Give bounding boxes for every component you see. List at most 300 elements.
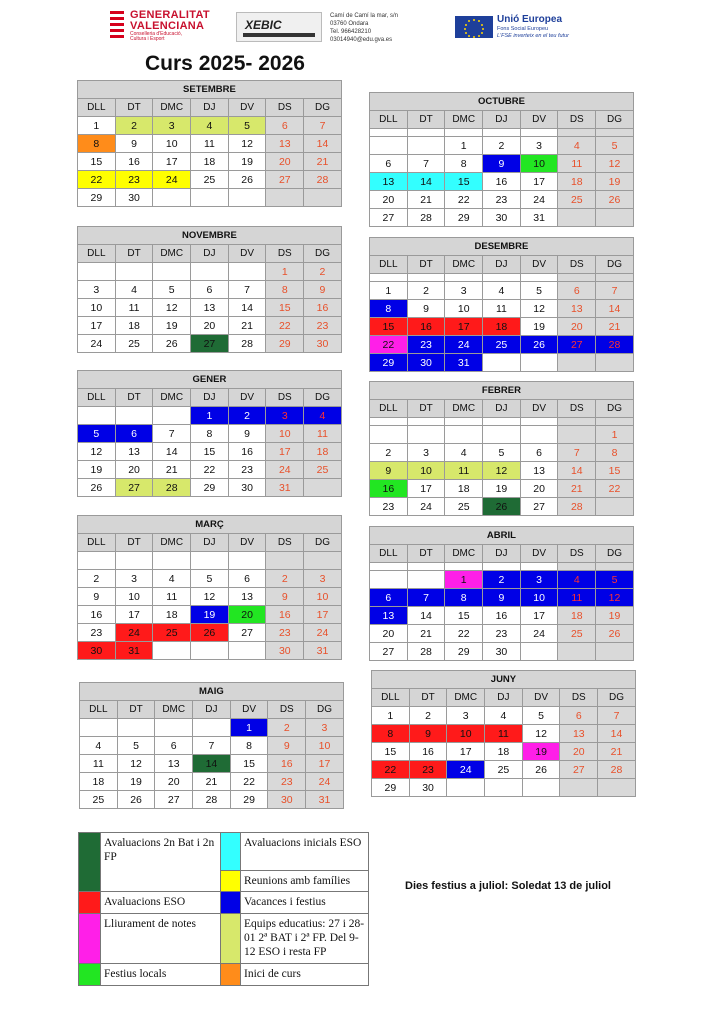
day-cell: 30 <box>409 779 447 797</box>
school-email: 03014940@edu.gva.es <box>330 37 393 43</box>
month-calendar <box>369 237 634 372</box>
day-cell: 9 <box>483 155 521 173</box>
month-calendar <box>369 526 634 661</box>
school-contact-info <box>330 12 450 44</box>
legend-swatch-o <box>221 964 241 986</box>
eu-subtitle <box>497 26 569 39</box>
day-cell: 12 <box>520 300 558 318</box>
day-cell: 30 <box>483 209 521 227</box>
day-cell: 14 <box>407 173 445 191</box>
day-header: DV <box>230 701 268 719</box>
day-cell: 22 <box>266 317 304 335</box>
day-cell: 24 <box>266 461 304 479</box>
day-cell: 14 <box>228 299 266 317</box>
day-cell: 17 <box>115 606 153 624</box>
eu-slogan: L'FSE inverteix en el teu futur <box>497 32 569 39</box>
day-cell: 29 <box>266 335 304 353</box>
day-cell: 3 <box>306 719 344 737</box>
spacer-cell <box>407 274 445 282</box>
day-cell: 26 <box>191 624 229 642</box>
day-cell: 28 <box>598 761 636 779</box>
day-cell: 11 <box>115 299 153 317</box>
day-header: DV <box>520 256 558 274</box>
day-cell: 10 <box>520 589 558 607</box>
day-cell: 9 <box>268 737 306 755</box>
day-cell: 10 <box>78 299 116 317</box>
month-calendar <box>77 370 342 497</box>
day-cell: 28 <box>193 791 231 809</box>
empty-day-cell <box>407 426 445 444</box>
empty-day-cell <box>407 571 445 589</box>
spacer-cell <box>596 563 634 571</box>
day-header: DG <box>598 689 636 707</box>
day-cell: 2 <box>407 282 445 300</box>
day-cell: 17 <box>445 318 483 336</box>
day-header: DMC <box>153 534 191 552</box>
day-cell: 13 <box>558 300 596 318</box>
empty-day-cell <box>78 407 116 425</box>
day-cell: 29 <box>191 479 229 497</box>
day-header: DLL <box>80 701 118 719</box>
day-cell: 23 <box>78 624 116 642</box>
day-cell: 26 <box>228 171 266 189</box>
day-header: DV <box>520 111 558 129</box>
day-cell: 30 <box>78 642 116 660</box>
generalitat-name <box>130 10 210 32</box>
day-cell: 21 <box>153 461 191 479</box>
day-cell: 1 <box>230 719 268 737</box>
day-cell: 5 <box>153 281 191 299</box>
day-header: DS <box>558 400 596 418</box>
day-cell: 24 <box>445 336 483 354</box>
day-cell: 11 <box>558 589 596 607</box>
month-calendar <box>79 682 344 809</box>
empty-day-cell <box>153 263 191 281</box>
empty-day-cell <box>117 719 155 737</box>
empty-day-cell <box>153 189 191 207</box>
day-cell: 16 <box>268 755 306 773</box>
day-header: DJ <box>483 111 521 129</box>
day-header: DLL <box>370 545 408 563</box>
empty-day-cell <box>80 719 118 737</box>
legend-label: Equips educatius: 27 i 28-01 2ª BAT i 2ª FP. Del 9-12 ESO i resta FP <box>241 914 369 964</box>
empty-day-cell <box>153 407 191 425</box>
day-cell: 31 <box>445 354 483 372</box>
day-cell: 15 <box>370 318 408 336</box>
day-cell: 13 <box>560 725 598 743</box>
day-header: DT <box>115 389 153 407</box>
empty-day-cell <box>155 719 193 737</box>
day-cell: 19 <box>596 607 634 625</box>
empty-day-cell <box>370 137 408 155</box>
day-cell: 30 <box>228 479 266 497</box>
day-cell: 8 <box>596 444 634 462</box>
day-cell: 19 <box>78 461 116 479</box>
day-cell: 2 <box>409 707 447 725</box>
day-cell: 9 <box>483 589 521 607</box>
day-cell: 28 <box>596 336 634 354</box>
day-cell: 16 <box>266 606 304 624</box>
day-cell: 2 <box>266 570 304 588</box>
spacer-cell <box>370 129 408 137</box>
day-cell: 24 <box>407 498 445 516</box>
day-cell: 5 <box>191 570 229 588</box>
day-header: DT <box>409 689 447 707</box>
empty-day-cell <box>304 189 342 207</box>
day-cell: 22 <box>445 625 483 643</box>
day-cell: 13 <box>228 588 266 606</box>
day-header: DT <box>407 256 445 274</box>
legend-label: Avaluacions inicials ESO <box>241 833 369 871</box>
day-cell: 28 <box>407 209 445 227</box>
day-cell: 30 <box>268 791 306 809</box>
day-cell: 22 <box>372 761 410 779</box>
day-cell: 19 <box>228 153 266 171</box>
day-cell: 8 <box>445 589 483 607</box>
day-cell: 7 <box>304 117 342 135</box>
empty-day-cell <box>558 354 596 372</box>
day-cell: 23 <box>304 317 342 335</box>
day-header: DS <box>266 99 304 117</box>
empty-day-cell <box>596 354 634 372</box>
legend-swatch-r <box>79 892 101 914</box>
spacer-cell <box>370 418 408 426</box>
day-cell: 25 <box>558 625 596 643</box>
day-cell: 28 <box>558 498 596 516</box>
day-cell: 17 <box>447 743 485 761</box>
empty-day-cell <box>596 209 634 227</box>
day-cell: 22 <box>78 171 116 189</box>
day-header: DMC <box>447 689 485 707</box>
day-cell: 7 <box>193 737 231 755</box>
day-cell: 4 <box>485 707 523 725</box>
day-header: DLL <box>78 245 116 263</box>
day-cell: 9 <box>407 300 445 318</box>
day-cell: 11 <box>304 425 342 443</box>
empty-day-cell <box>78 263 116 281</box>
day-cell: 24 <box>115 624 153 642</box>
day-cell: 28 <box>407 643 445 661</box>
day-cell: 29 <box>445 209 483 227</box>
day-cell: 12 <box>483 462 521 480</box>
day-cell: 10 <box>520 155 558 173</box>
spacer-cell <box>445 418 483 426</box>
day-cell: 31 <box>304 642 342 660</box>
day-cell: 4 <box>80 737 118 755</box>
day-cell: 11 <box>191 135 229 153</box>
day-header: DMC <box>445 111 483 129</box>
spacer-cell <box>520 129 558 137</box>
day-cell: 24 <box>520 625 558 643</box>
day-header: DMC <box>445 545 483 563</box>
empty-day-cell <box>115 263 153 281</box>
day-cell: 4 <box>115 281 153 299</box>
day-cell: 21 <box>596 318 634 336</box>
day-cell: 15 <box>230 755 268 773</box>
school-logo-text: XEBIC <box>245 18 282 32</box>
eu-flag-icon <box>455 16 493 38</box>
empty-day-cell <box>520 643 558 661</box>
day-cell: 17 <box>306 755 344 773</box>
day-cell: 7 <box>407 155 445 173</box>
day-cell: 6 <box>228 570 266 588</box>
day-cell: 4 <box>558 137 596 155</box>
day-cell: 14 <box>304 135 342 153</box>
day-cell: 28 <box>304 171 342 189</box>
day-cell: 14 <box>558 462 596 480</box>
day-cell: 8 <box>266 281 304 299</box>
day-header: DLL <box>370 111 408 129</box>
empty-day-cell <box>558 209 596 227</box>
spacer-cell <box>370 563 408 571</box>
day-cell: 3 <box>445 282 483 300</box>
day-cell: 25 <box>80 791 118 809</box>
month-name: GENER <box>78 371 342 389</box>
day-header: DV <box>228 389 266 407</box>
day-cell: 26 <box>483 498 521 516</box>
day-cell: 13 <box>520 462 558 480</box>
day-cell: 3 <box>78 281 116 299</box>
day-cell: 5 <box>78 425 116 443</box>
empty-day-cell <box>115 407 153 425</box>
day-cell: 22 <box>191 461 229 479</box>
day-cell: 12 <box>117 755 155 773</box>
day-cell: 27 <box>115 479 153 497</box>
day-cell: 20 <box>370 625 408 643</box>
day-cell: 19 <box>117 773 155 791</box>
day-cell: 27 <box>191 335 229 353</box>
day-cell: 12 <box>153 299 191 317</box>
day-cell: 19 <box>153 317 191 335</box>
legend-swatch-b <box>221 892 241 914</box>
day-cell: 14 <box>407 607 445 625</box>
day-header: DV <box>522 689 560 707</box>
spacer-cell <box>407 418 445 426</box>
day-header: DG <box>596 256 634 274</box>
day-cell: 6 <box>370 589 408 607</box>
empty-day-cell <box>228 189 266 207</box>
day-header: DJ <box>193 701 231 719</box>
day-cell: 13 <box>115 443 153 461</box>
day-cell: 24 <box>520 191 558 209</box>
day-cell: 19 <box>483 480 521 498</box>
legend-label: Reunions amb famílies <box>241 871 369 892</box>
day-cell: 15 <box>445 607 483 625</box>
month-calendar <box>77 80 342 207</box>
day-cell: 10 <box>447 725 485 743</box>
day-header: DMC <box>153 389 191 407</box>
day-cell: 30 <box>407 354 445 372</box>
empty-day-cell <box>445 426 483 444</box>
day-cell: 17 <box>266 443 304 461</box>
day-cell: 18 <box>191 153 229 171</box>
day-header: DG <box>304 99 342 117</box>
month-name: JUNY <box>372 671 636 689</box>
day-cell: 5 <box>117 737 155 755</box>
day-header: DJ <box>191 389 229 407</box>
day-cell: 12 <box>596 155 634 173</box>
empty-day-cell <box>485 779 523 797</box>
legend-label: Avaluacions 2n Bat i 2n FP <box>101 833 221 892</box>
conselleria-line1: Conselleria d'Educació, <box>130 31 183 37</box>
day-cell: 6 <box>155 737 193 755</box>
day-cell: 7 <box>596 282 634 300</box>
day-cell: 17 <box>78 317 116 335</box>
page-title: Curs 2025- 2026 <box>145 52 305 75</box>
day-cell: 9 <box>409 725 447 743</box>
legend-label: Avaluacions ESO <box>101 892 221 914</box>
day-header: DV <box>228 99 266 117</box>
day-cell: 15 <box>191 443 229 461</box>
day-cell: 8 <box>372 725 410 743</box>
day-cell: 6 <box>191 281 229 299</box>
day-cell: 24 <box>153 171 191 189</box>
day-cell: 8 <box>191 425 229 443</box>
school-phone: Tel. 966428210 <box>330 29 372 35</box>
spacer-cell <box>596 418 634 426</box>
day-header: DS <box>266 245 304 263</box>
day-cell: 3 <box>520 571 558 589</box>
spacer-cell <box>483 129 521 137</box>
day-cell: 23 <box>483 625 521 643</box>
day-cell: 10 <box>306 737 344 755</box>
day-cell: 19 <box>522 743 560 761</box>
day-cell: 22 <box>596 480 634 498</box>
empty-day-cell <box>520 354 558 372</box>
day-cell: 1 <box>445 571 483 589</box>
day-header: DLL <box>78 99 116 117</box>
day-cell: 7 <box>153 425 191 443</box>
day-cell: 20 <box>520 480 558 498</box>
day-cell: 6 <box>370 155 408 173</box>
day-header: DT <box>407 111 445 129</box>
day-cell: 10 <box>304 588 342 606</box>
legend-swatch-c <box>221 833 241 871</box>
generalitat-name-line1: GENERALITAT <box>130 9 210 21</box>
day-cell: 4 <box>445 444 483 462</box>
empty-day-cell <box>447 779 485 797</box>
day-cell: 24 <box>306 773 344 791</box>
empty-day-cell <box>520 426 558 444</box>
empty-day-cell <box>596 643 634 661</box>
day-cell: 5 <box>520 282 558 300</box>
month-calendar <box>369 381 634 516</box>
empty-day-cell <box>193 719 231 737</box>
day-cell: 14 <box>153 443 191 461</box>
generalitat-name-line2: VALENCIANA <box>130 20 205 32</box>
day-cell: 14 <box>193 755 231 773</box>
legend-label: Festius locals <box>101 964 221 986</box>
day-cell: 10 <box>407 462 445 480</box>
day-header: DLL <box>78 389 116 407</box>
day-cell: 8 <box>230 737 268 755</box>
day-cell: 31 <box>266 479 304 497</box>
day-cell: 27 <box>228 624 266 642</box>
day-cell: 12 <box>596 589 634 607</box>
empty-day-cell <box>266 189 304 207</box>
day-header: DG <box>304 389 342 407</box>
day-cell: 1 <box>445 137 483 155</box>
day-cell: 7 <box>558 444 596 462</box>
day-cell: 21 <box>598 743 636 761</box>
day-cell: 31 <box>306 791 344 809</box>
day-cell: 11 <box>80 755 118 773</box>
day-header: DJ <box>191 245 229 263</box>
day-cell: 14 <box>598 725 636 743</box>
legend-swatch-m <box>79 914 101 964</box>
day-cell: 19 <box>191 606 229 624</box>
day-cell: 20 <box>155 773 193 791</box>
day-cell: 20 <box>558 318 596 336</box>
day-cell: 4 <box>483 282 521 300</box>
day-cell: 6 <box>560 707 598 725</box>
spacer-cell <box>558 129 596 137</box>
day-header: DMC <box>445 400 483 418</box>
day-cell: 9 <box>228 425 266 443</box>
day-cell: 27 <box>370 209 408 227</box>
day-header: DS <box>266 389 304 407</box>
day-cell: 15 <box>266 299 304 317</box>
day-cell: 9 <box>304 281 342 299</box>
school-logo-bar <box>243 33 315 37</box>
day-cell: 8 <box>78 135 116 153</box>
day-cell: 7 <box>598 707 636 725</box>
day-cell: 11 <box>485 725 523 743</box>
day-cell: 11 <box>483 300 521 318</box>
empty-day-cell <box>598 779 636 797</box>
day-cell: 23 <box>407 336 445 354</box>
spacer-cell <box>407 563 445 571</box>
spacer-cell <box>558 563 596 571</box>
day-cell: 26 <box>520 336 558 354</box>
legend-label: Lliurament de notes <box>101 914 221 964</box>
empty-day-cell <box>228 642 266 660</box>
day-cell: 5 <box>596 137 634 155</box>
day-cell: 16 <box>409 743 447 761</box>
day-cell: 24 <box>304 624 342 642</box>
day-cell: 21 <box>304 153 342 171</box>
day-cell: 28 <box>153 479 191 497</box>
day-cell: 3 <box>407 444 445 462</box>
day-cell: 10 <box>266 425 304 443</box>
day-cell: 6 <box>558 282 596 300</box>
day-cell: 16 <box>483 173 521 191</box>
day-cell: 18 <box>558 607 596 625</box>
empty-day-cell <box>191 263 229 281</box>
empty-day-cell <box>483 354 521 372</box>
day-cell: 21 <box>228 317 266 335</box>
day-cell: 23 <box>268 773 306 791</box>
day-cell: 27 <box>266 171 304 189</box>
day-cell: 16 <box>228 443 266 461</box>
month-name: NOVEMBRE <box>78 227 342 245</box>
day-cell: 17 <box>153 153 191 171</box>
day-cell: 21 <box>407 625 445 643</box>
month-calendar <box>77 226 342 353</box>
day-header: DMC <box>155 701 193 719</box>
eu-title: Unió Europea <box>497 14 563 25</box>
day-cell: 25 <box>485 761 523 779</box>
day-cell: 20 <box>560 743 598 761</box>
day-cell: 2 <box>304 263 342 281</box>
day-cell: 15 <box>78 153 116 171</box>
day-cell: 25 <box>191 171 229 189</box>
day-header: DG <box>596 111 634 129</box>
empty-day-cell <box>370 426 408 444</box>
day-cell: 14 <box>596 300 634 318</box>
day-header: DJ <box>191 99 229 117</box>
day-header: DMC <box>153 99 191 117</box>
